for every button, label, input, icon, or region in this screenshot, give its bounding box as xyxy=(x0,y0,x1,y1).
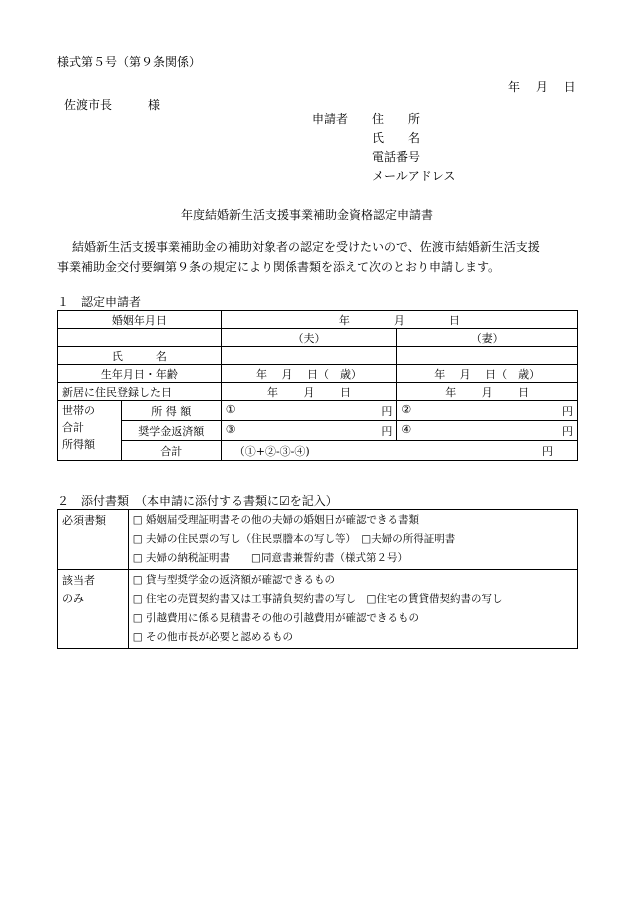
required-docs-label: 必須書類 xyxy=(58,510,129,570)
document-title: 年度結婚新生活支援事業補助金資格認定申請書 xyxy=(181,208,434,222)
wife-name-field[interactable] xyxy=(397,347,578,365)
income-label: 所 得 額 xyxy=(121,401,221,421)
intro-line-1: 結婚新生活支援事業補助金の補助対象者の認定を受けたいので、佐渡市結婚新生活支援 xyxy=(72,240,540,254)
addressee: 佐渡市長 様 xyxy=(64,98,161,112)
household-label-line-3: 所得額 xyxy=(62,438,95,451)
marriage-date-value[interactable]: 年 月 日 xyxy=(221,311,577,329)
wife-birth-field[interactable]: 年 月 日（ 歳） xyxy=(397,365,578,383)
applicant-name-label: 氏 名 xyxy=(372,131,421,145)
applicant-phone-label: 電話番号 xyxy=(372,150,421,164)
wife-income-field[interactable] xyxy=(397,401,578,421)
name-label: 氏 名 xyxy=(58,347,222,365)
yen-unit: 円 xyxy=(542,444,553,458)
applicable-docs-label xyxy=(58,570,129,649)
applicant-label: 申請者 xyxy=(312,112,349,126)
applicable-doc-item[interactable]: □ 引越費用に係る見積書その他の引越費用が確認できるもの xyxy=(132,612,420,624)
yen-unit: 円 xyxy=(381,404,393,418)
applicant-email-label: メールアドレス xyxy=(372,169,456,183)
section2-heading: ２ 添付書類 （本申請に添付する書類に☑を記入） xyxy=(57,494,338,508)
husband-header: （夫） xyxy=(221,329,397,347)
applicable-doc-item[interactable]: □ 住宅の売買契約書又は工事請負契約書の写し □住宅の賃貸借契約書の写し xyxy=(132,593,503,605)
wife-resident-date-field[interactable]: 年 月 日 xyxy=(397,383,578,401)
husband-income-field[interactable] xyxy=(221,401,397,421)
required-doc-item[interactable]: □ 夫婦の住民票の写し（住民票謄本の写し等） □夫婦の所得証明書 xyxy=(132,533,456,545)
blank-header-cell xyxy=(58,329,222,347)
husband-name-field[interactable] xyxy=(221,347,397,365)
applicant-address-label: 住 所 xyxy=(372,112,421,126)
household-income-label xyxy=(58,401,122,461)
total-field[interactable] xyxy=(221,441,577,461)
resident-date-label: 新居に住民登録した日 xyxy=(58,383,222,401)
household-label-line-1: 世帯の xyxy=(62,404,95,417)
applicant-table xyxy=(57,310,578,461)
circle-1: ① xyxy=(225,402,236,416)
husband-scholarship-field[interactable] xyxy=(221,421,397,441)
yen-unit: 円 xyxy=(562,424,573,438)
yen-unit: 円 xyxy=(381,424,393,438)
scholarship-label: 奨学金返済額 xyxy=(121,421,221,441)
household-label-line-2: 合計 xyxy=(62,421,84,434)
total-formula: （①+②-③-④) xyxy=(233,444,310,458)
circle-3: ③ xyxy=(225,422,236,436)
applicable-label-line-2: のみ xyxy=(62,592,84,605)
section1-heading: １ 認定申請者 xyxy=(57,295,142,309)
husband-resident-date-field[interactable]: 年 月 日 xyxy=(221,383,397,401)
birth-label: 生年月日・年齢 xyxy=(58,365,222,383)
husband-birth-field[interactable]: 年 月 日（ 歳） xyxy=(221,365,397,383)
yen-unit: 円 xyxy=(562,404,573,418)
applicable-doc-item[interactable]: □ その他市長が必要と認めるもの xyxy=(132,631,294,643)
applicable-doc-item[interactable]: □ 貸与型奨学金の返済額が確認できるもの xyxy=(132,574,336,586)
required-docs-list xyxy=(128,510,577,570)
submission-date: 年 月 日 xyxy=(508,80,576,94)
form-number: 様式第５号（第９条関係） xyxy=(57,55,202,69)
marriage-date-label: 婚姻年月日 xyxy=(58,311,222,329)
wife-header: （妻） xyxy=(397,329,578,347)
attachments-table xyxy=(57,509,578,649)
applicable-docs-list xyxy=(128,570,577,649)
wife-scholarship-field[interactable] xyxy=(397,421,578,441)
required-doc-item[interactable]: □ 夫婦の納税証明書 □同意書兼誓約書（様式第２号） xyxy=(132,552,408,564)
intro-line-2: 事業補助金交付要綱第９条の規定により関係書類を添えて次のとおり申請します。 xyxy=(57,260,501,274)
applicable-label-line-1: 該当者 xyxy=(62,574,95,587)
required-doc-item[interactable]: □ 婚姻届受理証明書その他の夫婦の婚姻日が確認できる書類 xyxy=(132,514,420,526)
circle-4: ④ xyxy=(401,422,412,436)
circle-2: ② xyxy=(401,402,412,416)
applicant-fields xyxy=(372,110,455,186)
total-label: 合計 xyxy=(121,441,221,461)
